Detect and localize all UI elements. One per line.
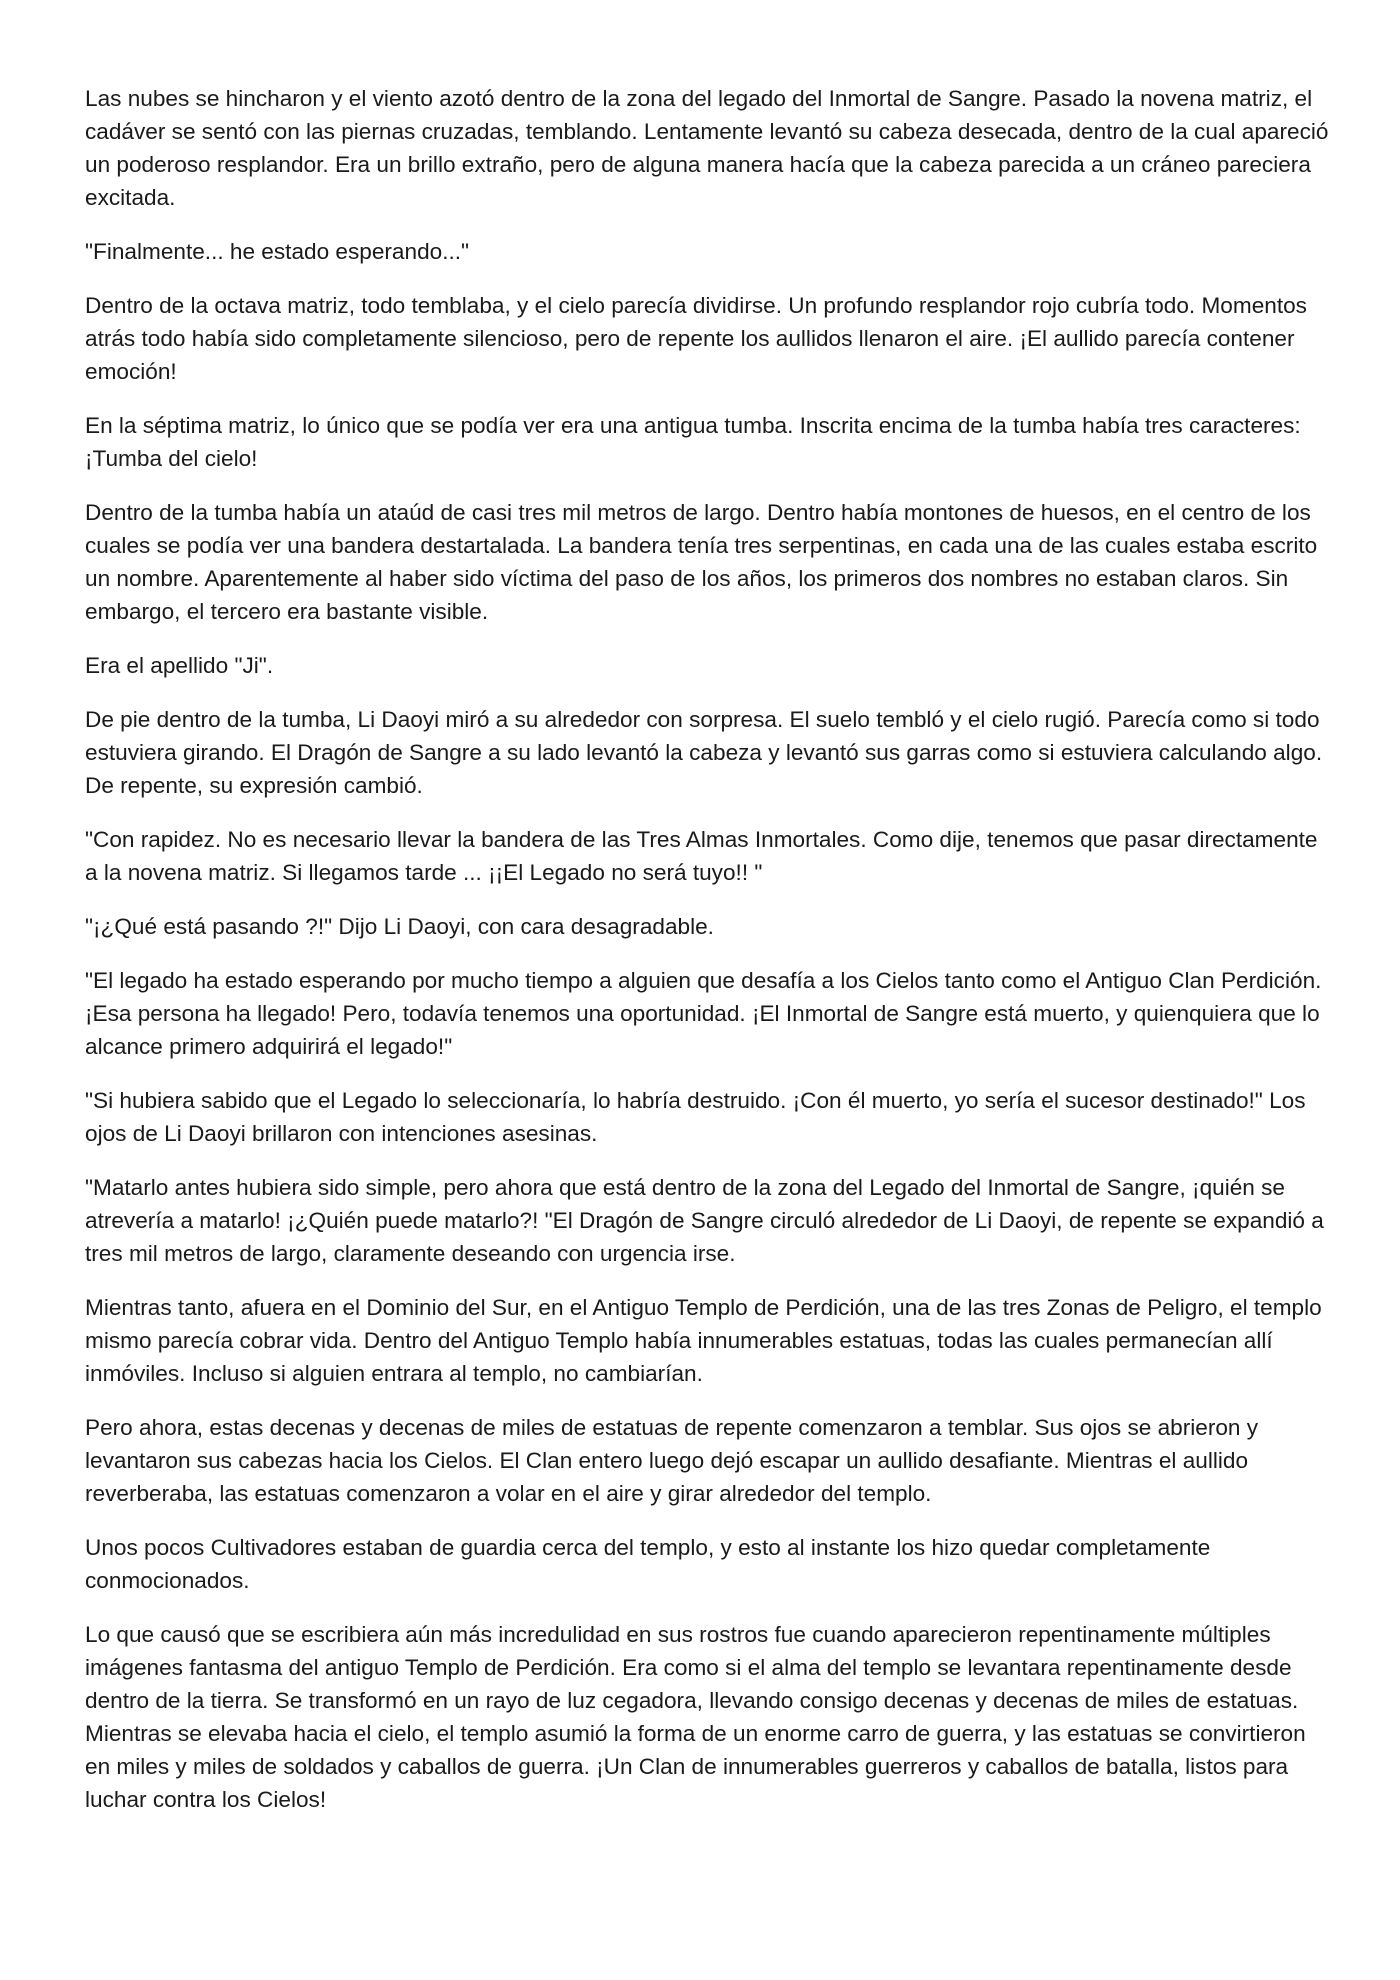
paragraph-1: Las nubes se hincharon y el viento azotó dentro de la zona del legado del Inmortal de Sangre. Pasado la novena matriz, el cadáver se sentó con las piernas cruzadas, temblando. Lentamente levantó su cabeza desecada, dentro de la cual apareció un poderoso resplandor. Era un brillo extraño, pero de alguna manera hacía que la cabeza parecida a un cráneo pareciera excitada. (85, 86, 1329, 210)
paragraph-16: Lo que causó que se escribiera aún más incredulidad en sus rostros fue cuando aparecieron repentinamente múltiples imágenes fantasma del antiguo Templo de Perdición. Era como si el alma del templo se levantara repentinamente desde dentro de la tierra. Se transformó en un rayo de luz cegadora, llevando consigo decenas y decenas de miles de estatuas. Mientras se elevaba hacia el cielo, el templo asumió la forma de un enorme carro de guerra, y las estatuas se convirtieron en miles y miles de soldados y caballos de guerra. ¡Un Clan de innumerables guerreros y caballos de batalla, listos para luchar contra los Cielos! (85, 1622, 1306, 1812)
paragraph-9: "¡¿Qué está pasando ?!" Dijo Li Daoyi, con cara desagradable. (85, 914, 714, 939)
paragraph-2: "Finalmente... he estado esperando..." (85, 239, 470, 264)
paragraph-13: Mientras tanto, afuera en el Dominio del Sur, en el Antiguo Templo de Perdición, una de las tres Zonas de Peligro, el templo mismo parecía cobrar vida. Dentro del Antiguo Templo había innumerables estatuas, todas las cuales permanecían allí inmóviles. Incluso si alguien entrara al templo, no cambiarían. (85, 1295, 1322, 1386)
paragraph-4: En la séptima matriz, lo único que se podía ver era una antigua tumba. Inscrita encima de la tumba había tres caracteres: ¡Tumba del cielo! (85, 413, 1301, 471)
paragraph-8: "Con rapidez. No es necesario llevar la bandera de las Tres Almas Inmortales. Como dije, tenemos que pasar directamente a la novena matriz. Si llegamos tarde ... ¡¡El Legado no será tuyo!! " (85, 827, 1318, 885)
paragraph-14: Pero ahora, estas decenas y decenas de miles de estatuas de repente comenzaron a temblar. Sus ojos se abrieron y levantaron sus cabezas hacia los Cielos. El Clan entero luego dejó escapar un aullido desafiante. Mientras el aullido reverberaba, las estatuas comenzaron a volar en el aire y girar alrededor del templo. (85, 1415, 1259, 1506)
paragraph-10: "El legado ha estado esperando por mucho tiempo a alguien que desafía a los Cielos tanto como el Antiguo Clan Perdición. ¡Esa persona ha llegado! Pero, todavía tenemos una oportunidad. ¡El Inmortal de Sangre está muerto, y quienquiera que lo alcance primero adquirirá el legado!" (85, 968, 1322, 1059)
paragraph-5: Dentro de la tumba había un ataúd de casi tres mil metros de largo. Dentro había montones de huesos, en el centro de los cuales se podía ver una bandera destartalada. La bandera tenía tres serpentinas, en cada una de las cuales estaba escrito un nombre. Aparentemente al haber sido víctima del paso de los años, los primeros dos nombres no estaban claros. Sin embargo, el tercero era bastante visible. (85, 500, 1318, 624)
paragraph-6: Era el apellido "Ji". (85, 653, 274, 678)
paragraph-3: Dentro de la octava matriz, todo temblaba, y el cielo parecía dividirse. Un profundo resplandor rojo cubría todo. Momentos atrás todo había sido completamente silencioso, pero de repente los aullidos llenaron el aire. ¡El aullido parecía contener emoción! (85, 293, 1307, 384)
paragraph-15: Unos pocos Cultivadores estaban de guardia cerca del templo, y esto al instante los hizo quedar completamente conmocionados. (85, 1535, 1211, 1593)
paragraph-7: De pie dentro de la tumba, Li Daoyi miró a su alrededor con sorpresa. El suelo tembló y el cielo rugió. Parecía como si todo estuviera girando. El Dragón de Sangre a su lado levantó la cabeza y levantó sus garras como si estuviera calculando algo. De repente, su expresión cambió. (85, 707, 1323, 798)
paragraph-11: "Si hubiera sabido que el Legado lo seleccionaría, lo habría destruido. ¡Con él muerto, yo sería el sucesor destinado!" Los ojos de Li Daoyi brillaron con intenciones asesinas. (85, 1088, 1306, 1146)
paragraph-12: "Matarlo antes hubiera sido simple, pero ahora que está dentro de la zona del Legado del Inmortal de Sangre, ¡quién se atrevería a matarlo! ¡¿Quién puede matarlo?! "El Dragón de Sangre circuló alrededor de Li Daoyi, de repente se expandió a tres mil metros de largo, claramente deseando con urgencia irse. (85, 1175, 1324, 1266)
